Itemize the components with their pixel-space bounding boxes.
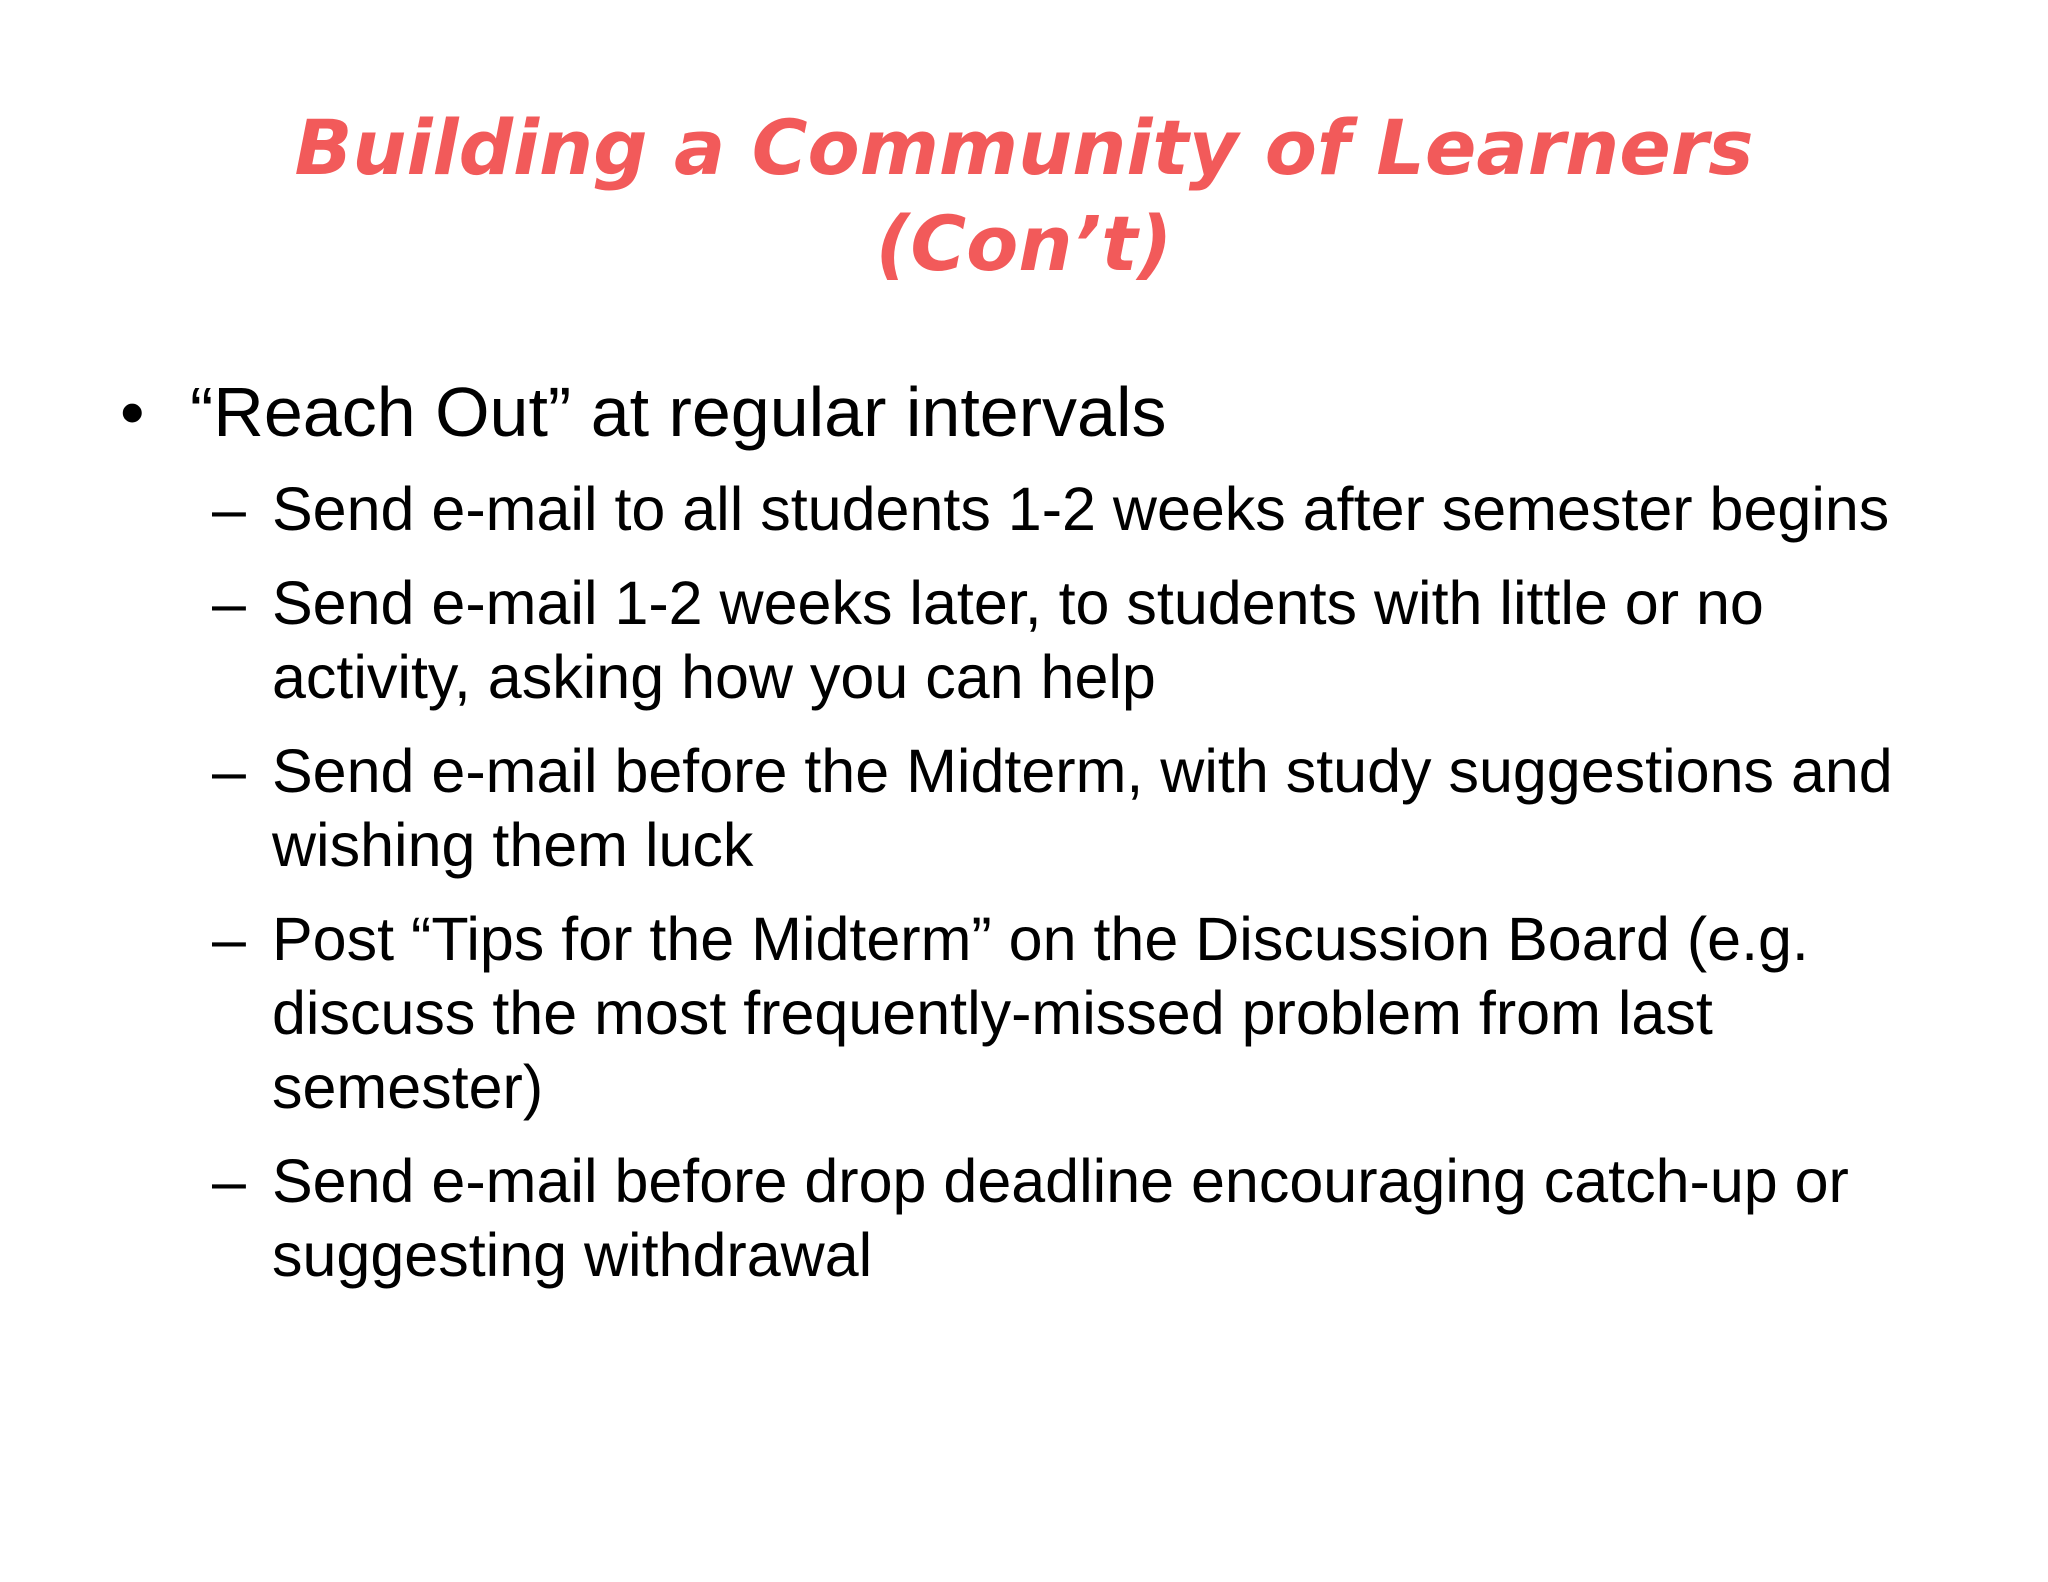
sub-bullet-item bbox=[212, 472, 1972, 546]
bullet-marker: • bbox=[120, 373, 145, 451]
dash-marker: – bbox=[212, 905, 246, 973]
sub-bullet-text: Post “Tips for the Midterm” on the Discussion Board (e.g. discuss the most frequently-missed problem from last semester) bbox=[272, 905, 1809, 1121]
sub-bullet-list bbox=[212, 472, 1972, 1312]
sub-bullet-text: Send e-mail to all students 1-2 weeks after semester begins bbox=[272, 475, 1890, 543]
dash-marker: – bbox=[212, 737, 246, 805]
dash-marker: – bbox=[212, 1147, 246, 1215]
slide-title-line-1: Building a Community of Learners bbox=[294, 103, 1754, 192]
dash-marker: – bbox=[212, 475, 246, 543]
slide-title-line-2: (Con’t) bbox=[875, 199, 1173, 288]
sub-bullet-item bbox=[212, 566, 1972, 714]
sub-bullet-item bbox=[212, 1144, 1972, 1292]
sub-bullet-text: Send e-mail before drop deadline encouraging catch-up or suggesting withdrawal bbox=[272, 1147, 1849, 1289]
sub-bullet-item bbox=[212, 734, 1972, 882]
sub-bullet-text: Send e-mail 1-2 weeks later, to students with little or no activity, asking how you can help bbox=[272, 569, 1764, 711]
dash-marker: – bbox=[212, 569, 246, 637]
sub-bullet-text: Send e-mail before the Midterm, with study suggestions and wishing them luck bbox=[272, 737, 1893, 879]
slide-title bbox=[0, 100, 2048, 292]
main-bullet-text: “Reach Out” at regular intervals bbox=[190, 373, 1167, 451]
sub-bullet-item bbox=[212, 902, 1972, 1124]
